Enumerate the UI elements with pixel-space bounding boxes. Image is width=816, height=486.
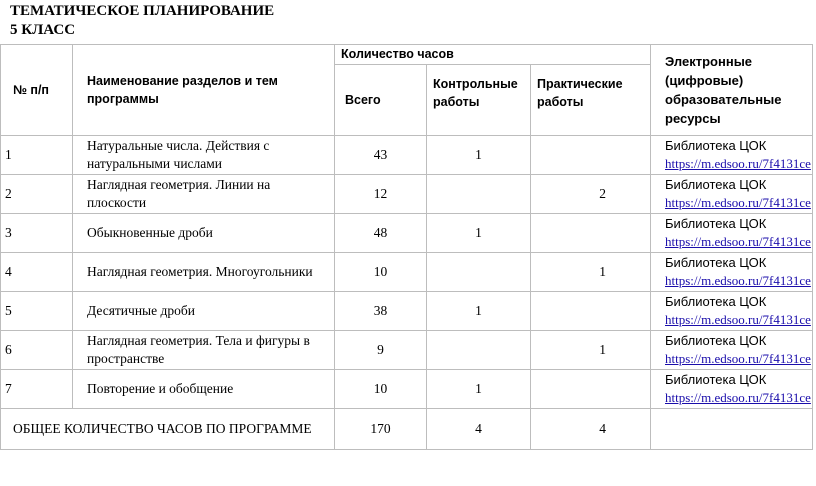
header-total: Всего [335, 64, 427, 135]
row-total-hours: 38 [335, 292, 427, 331]
title-line-1: ТЕМАТИЧЕСКОЕ ПЛАНИРОВАНИЕ [10, 3, 275, 19]
row-resources [651, 331, 813, 370]
row-control-works [427, 331, 531, 370]
library-label: Библиотека ЦОК [665, 216, 767, 231]
table-row [1, 214, 813, 253]
row-number: 4 [1, 253, 73, 292]
row-section-name: Натуральные числа. Действия с натуральными числами [73, 136, 335, 175]
row-total-hours: 12 [335, 175, 427, 214]
row-practical-works [531, 214, 651, 253]
table-row [1, 370, 813, 409]
library-label: Библиотека ЦОК [665, 333, 767, 348]
resource-link[interactable]: https://m.edsoo.ru/7f4131ce [665, 312, 811, 327]
row-resources [651, 253, 813, 292]
row-practical-works [531, 292, 651, 331]
row-number: 2 [1, 175, 73, 214]
row-control-works: 1 [427, 136, 531, 175]
total-control: 4 [427, 409, 531, 450]
row-section-name: Наглядная геометрия. Линии на плоскости [73, 175, 335, 214]
row-resources [651, 292, 813, 331]
row-resources [651, 214, 813, 253]
header-practical: Практические работы [531, 64, 651, 135]
header-section: Наименование разделов и тем программы [73, 45, 335, 136]
table-row [1, 136, 813, 175]
row-control-works [427, 253, 531, 292]
resource-link[interactable]: https://m.edsoo.ru/7f4131ce [665, 390, 811, 405]
total-label: ОБЩЕЕ КОЛИЧЕСТВО ЧАСОВ ПО ПРОГРАММЕ [1, 409, 335, 450]
resource-link[interactable]: https://m.edsoo.ru/7f4131ce [665, 351, 811, 366]
row-resources [651, 175, 813, 214]
row-control-works: 1 [427, 370, 531, 409]
total-practical: 4 [531, 409, 651, 450]
table-row [1, 253, 813, 292]
page-heading [10, 2, 274, 40]
header-num: № п/п [1, 45, 73, 136]
table-row [1, 292, 813, 331]
table-row [1, 331, 813, 370]
row-total-hours: 43 [335, 136, 427, 175]
row-section-name: Десятичные дроби [73, 292, 335, 331]
row-number: 7 [1, 370, 73, 409]
row-practical-works: 2 [531, 175, 651, 214]
total-row [1, 409, 813, 450]
row-number: 3 [1, 214, 73, 253]
row-control-works: 1 [427, 214, 531, 253]
row-practical-works: 1 [531, 331, 651, 370]
row-total-hours: 48 [335, 214, 427, 253]
resource-link[interactable]: https://m.edsoo.ru/7f4131ce [665, 156, 811, 171]
table-row [1, 175, 813, 214]
row-total-hours: 10 [335, 253, 427, 292]
row-number: 5 [1, 292, 73, 331]
row-total-hours: 9 [335, 331, 427, 370]
title-line-2: 5 КЛАСС [10, 22, 76, 38]
total-resources-empty [651, 409, 813, 450]
library-label: Библиотека ЦОК [665, 255, 767, 270]
resource-link[interactable]: https://m.edsoo.ru/7f4131ce [665, 234, 811, 249]
header-hours: Количество часов [335, 45, 651, 65]
row-control-works [427, 175, 531, 214]
header-resources: Электронные (цифровые) образовательные ресурсы [651, 45, 813, 136]
row-control-works: 1 [427, 292, 531, 331]
row-practical-works [531, 136, 651, 175]
resource-link[interactable]: https://m.edsoo.ru/7f4131ce [665, 195, 811, 210]
library-label: Библиотека ЦОК [665, 177, 767, 192]
planning-table [0, 44, 813, 450]
library-label: Библиотека ЦОК [665, 372, 767, 387]
total-hours: 170 [335, 409, 427, 450]
resource-link[interactable]: https://m.edsoo.ru/7f4131ce [665, 273, 811, 288]
row-number: 1 [1, 136, 73, 175]
row-section-name: Наглядная геометрия. Многоугольники [73, 253, 335, 292]
library-label: Библиотека ЦОК [665, 294, 767, 309]
header-control: Контрольные работы [427, 64, 531, 135]
library-label: Библиотека ЦОК [665, 138, 767, 153]
row-total-hours: 10 [335, 370, 427, 409]
row-practical-works: 1 [531, 253, 651, 292]
row-practical-works [531, 370, 651, 409]
row-resources [651, 370, 813, 409]
row-section-name: Наглядная геометрия. Тела и фигуры в пространстве [73, 331, 335, 370]
row-number: 6 [1, 331, 73, 370]
row-section-name: Обыкновенные дроби [73, 214, 335, 253]
row-resources [651, 136, 813, 175]
row-section-name: Повторение и обобщение [73, 370, 335, 409]
